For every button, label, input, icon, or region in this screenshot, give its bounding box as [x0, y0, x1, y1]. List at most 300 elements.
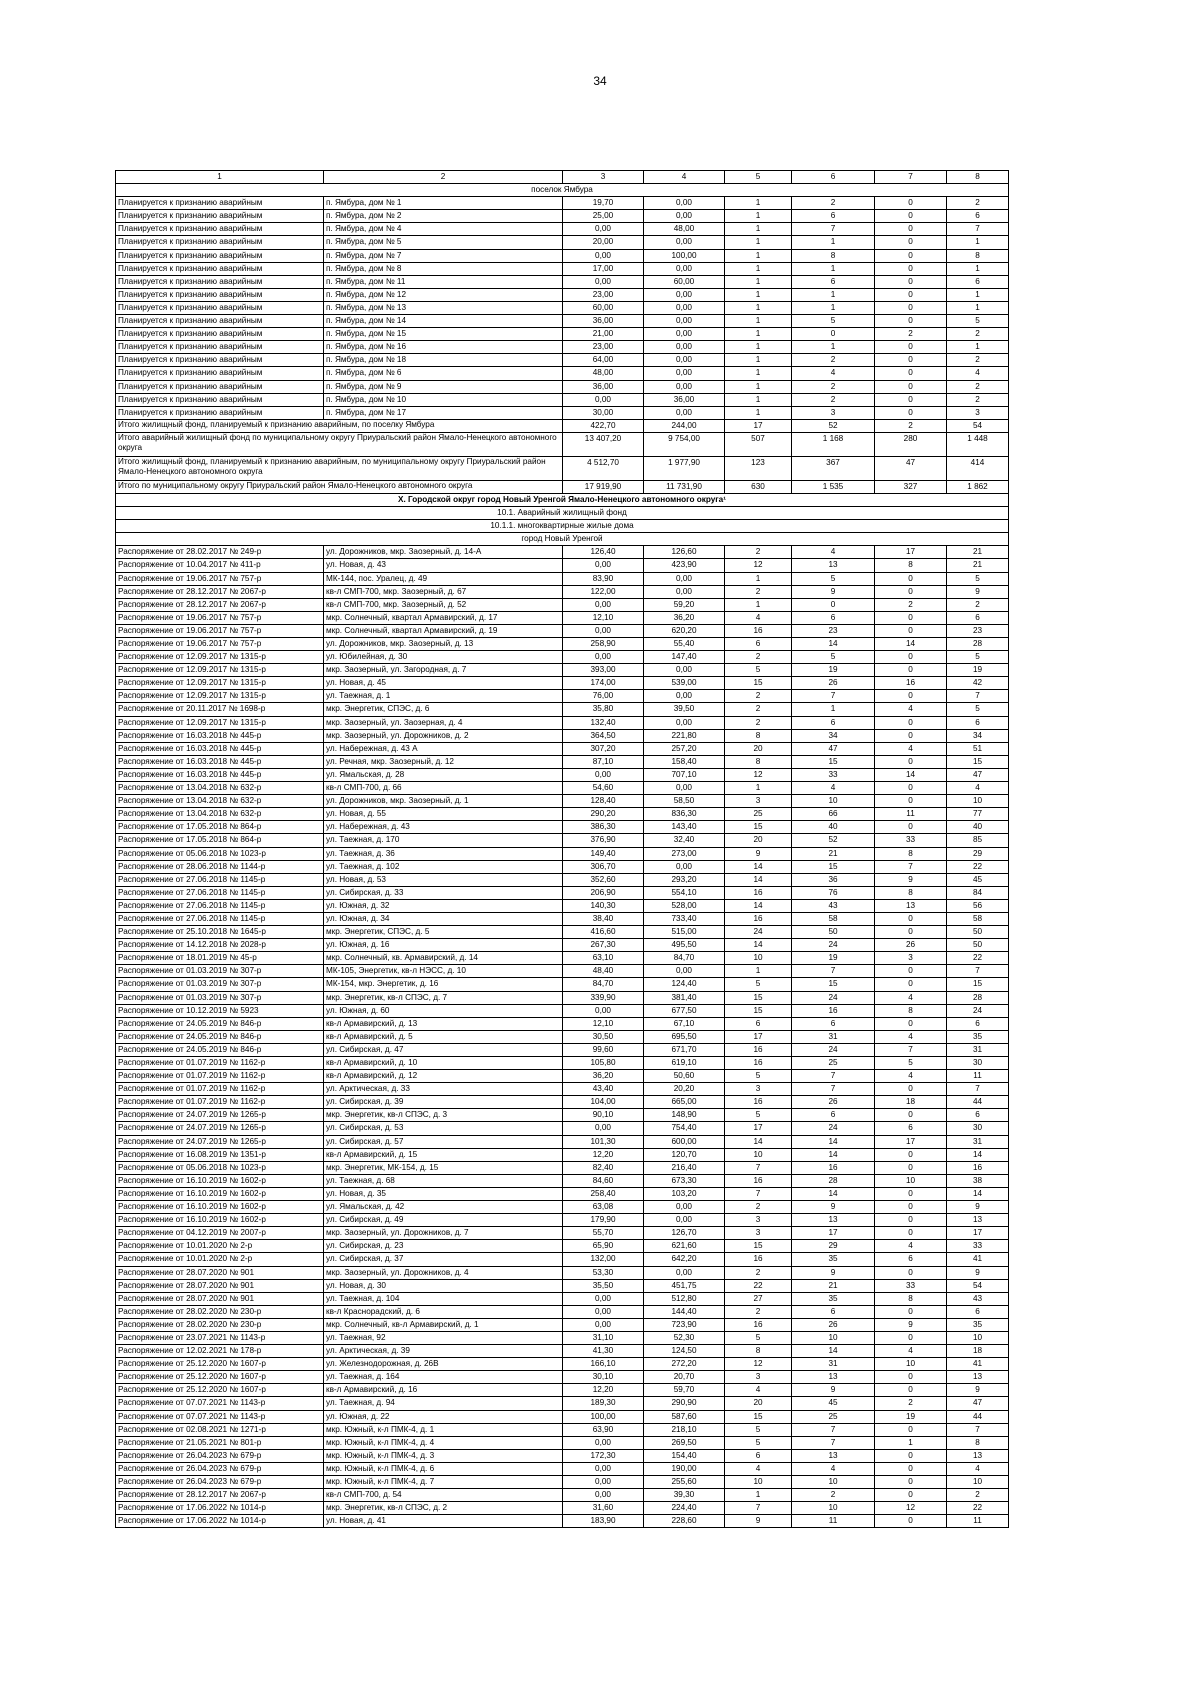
value-cell: 41 — [947, 1358, 1009, 1371]
table-row — [116, 1279, 1009, 1292]
value-cell: 140,30 — [563, 899, 644, 912]
table-body — [116, 171, 1009, 1528]
value-cell: 6 — [792, 1305, 875, 1318]
basis-cell: Планируется к признанию аварийным — [116, 315, 324, 328]
value-cell: 5 — [792, 572, 875, 585]
value-cell: 0 — [875, 223, 947, 236]
value-cell: 7 — [725, 1161, 792, 1174]
basis-cell: Планируется к признанию аварийным — [116, 223, 324, 236]
value-cell: 0,00 — [644, 354, 725, 367]
column-number-cell: 2 — [324, 171, 563, 184]
address-cell: мкр. Южный, к-л ПМК-4, д. 1 — [324, 1423, 563, 1436]
value-cell: 16 — [725, 1253, 792, 1266]
value-cell: 59,20 — [644, 598, 725, 611]
value-cell: 30,00 — [563, 406, 644, 419]
address-cell: мкр. Энергетик, СПЭС, д. 6 — [324, 703, 563, 716]
value-cell: 0 — [875, 1148, 947, 1161]
value-cell: 56 — [947, 899, 1009, 912]
basis-cell: Распоряжение от 23.07.2021 № 1143-р — [116, 1331, 324, 1344]
table-row — [116, 638, 1009, 651]
value-cell: 14 — [792, 1345, 875, 1358]
value-cell: 15 — [725, 821, 792, 834]
value-cell: 126,40 — [563, 546, 644, 559]
address-cell: ул. Новая, д. 55 — [324, 808, 563, 821]
value-cell: 733,40 — [644, 912, 725, 925]
total-value: 4 512,70 — [563, 456, 644, 480]
value-cell: 2 — [792, 354, 875, 367]
value-cell: 0 — [875, 1462, 947, 1475]
value-cell: 10 — [792, 795, 875, 808]
value-cell: 0 — [875, 1017, 947, 1030]
basis-cell: Распоряжение от 25.10.2018 № 1645-р — [116, 926, 324, 939]
value-cell: 5 — [725, 1331, 792, 1344]
value-cell: 0,00 — [644, 965, 725, 978]
column-number-cell: 8 — [947, 171, 1009, 184]
value-cell: 20,00 — [563, 236, 644, 249]
basis-cell: Распоряжение от 12.09.2017 № 1315-р — [116, 690, 324, 703]
basis-cell: Распоряжение от 14.12.2018 № 2028-р — [116, 939, 324, 952]
value-cell: 0 — [875, 821, 947, 834]
value-cell: 34 — [947, 729, 1009, 742]
value-cell: 0 — [875, 912, 947, 925]
basis-cell: Распоряжение от 13.04.2018 № 632-р — [116, 795, 324, 808]
basis-cell: Распоряжение от 16.10.2019 № 1602-р — [116, 1187, 324, 1200]
value-cell: 0 — [875, 1331, 947, 1344]
value-cell: 4 — [875, 703, 947, 716]
value-cell: 0 — [875, 572, 947, 585]
value-cell: 6 — [725, 1449, 792, 1462]
value-cell: 257,20 — [644, 742, 725, 755]
value-cell: 4 — [947, 782, 1009, 795]
value-cell: 620,20 — [644, 624, 725, 637]
address-cell: ул. Речная, мкр. Заозерный, д. 12 — [324, 755, 563, 768]
table-row — [116, 664, 1009, 677]
value-cell: 4 — [875, 1240, 947, 1253]
table-row — [116, 912, 1009, 925]
basis-cell: Распоряжение от 19.06.2017 № 757-р — [116, 638, 324, 651]
address-cell: п. Ямбура, дом № 16 — [324, 341, 563, 354]
value-cell: 33 — [875, 1279, 947, 1292]
basis-cell: Распоряжение от 27.06.2018 № 1145-р — [116, 886, 324, 899]
value-cell: 23,00 — [563, 341, 644, 354]
value-cell: 172,30 — [563, 1449, 644, 1462]
address-cell: ул. Таежная, д. 68 — [324, 1174, 563, 1187]
basis-cell: Распоряжение от 01.07.2019 № 1162-р — [116, 1096, 324, 1109]
address-cell: мкр. Заозерный, ул. Заозерная, д. 4 — [324, 716, 563, 729]
value-cell: 77 — [947, 808, 1009, 821]
total-value: 1 862 — [947, 480, 1009, 493]
value-cell: 665,00 — [644, 1096, 725, 1109]
value-cell: 0,00 — [563, 1489, 644, 1502]
value-cell: 723,90 — [644, 1318, 725, 1331]
basis-cell: Распоряжение от 05.06.2018 № 1023-р — [116, 1161, 324, 1174]
value-cell: 0,00 — [563, 559, 644, 572]
value-cell: 6 — [947, 1305, 1009, 1318]
value-cell: 224,40 — [644, 1502, 725, 1515]
value-cell: 9 — [792, 1266, 875, 1279]
value-cell: 3 — [725, 1227, 792, 1240]
value-cell: 2 — [792, 1489, 875, 1502]
value-cell: 673,30 — [644, 1174, 725, 1187]
value-cell: 6 — [792, 1017, 875, 1030]
basis-cell: Распоряжение от 10.12.2019 № 5923 — [116, 1004, 324, 1017]
value-cell: 20 — [725, 1397, 792, 1410]
address-cell: МК-144, пос. Уралец, д. 49 — [324, 572, 563, 585]
value-cell: 25 — [792, 1410, 875, 1423]
value-cell: 30,10 — [563, 1371, 644, 1384]
value-cell: 36,20 — [563, 1070, 644, 1083]
value-cell: 100,00 — [563, 1410, 644, 1423]
value-cell: 28 — [947, 991, 1009, 1004]
value-cell: 2 — [875, 1397, 947, 1410]
address-cell: ул. Железнодорожная, д. 26В — [324, 1358, 563, 1371]
value-cell: 0 — [875, 1161, 947, 1174]
total-row — [116, 480, 1009, 493]
basis-cell: Распоряжение от 25.12.2020 № 1607-р — [116, 1384, 324, 1397]
value-cell: 54 — [947, 1279, 1009, 1292]
address-cell: ул. Таежная, д. 94 — [324, 1397, 563, 1410]
value-cell: 126,70 — [644, 1227, 725, 1240]
value-cell: 12 — [725, 559, 792, 572]
value-cell: 90,10 — [563, 1109, 644, 1122]
value-cell: 6 — [947, 1109, 1009, 1122]
value-cell: 26 — [792, 1096, 875, 1109]
total-value: 17 919,90 — [563, 480, 644, 493]
basis-cell: Распоряжение от 16.10.2019 № 1602-р — [116, 1214, 324, 1227]
table-row — [116, 978, 1009, 991]
value-cell: 2 — [947, 354, 1009, 367]
basis-cell: Распоряжение от 01.07.2019 № 1162-р — [116, 1070, 324, 1083]
section-heading: город Новый Уренгой — [116, 533, 1009, 546]
table-row — [116, 677, 1009, 690]
table-row — [116, 315, 1009, 328]
value-cell: 124,40 — [644, 978, 725, 991]
table-row — [116, 991, 1009, 1004]
address-cell: п. Ямбура, дом № 11 — [324, 275, 563, 288]
value-cell: 29 — [792, 1240, 875, 1253]
table-row — [116, 1384, 1009, 1397]
value-cell: 3 — [725, 1214, 792, 1227]
value-cell: 25 — [725, 808, 792, 821]
value-cell: 515,00 — [644, 926, 725, 939]
address-cell: мкр. Энергетик, кв-л СПЭС, д. 2 — [324, 1502, 563, 1515]
value-cell: 0 — [875, 288, 947, 301]
value-cell: 0 — [875, 1305, 947, 1318]
value-cell: 12 — [875, 1502, 947, 1515]
total-value: 1 535 — [792, 480, 875, 493]
value-cell: 221,80 — [644, 729, 725, 742]
value-cell: 5 — [947, 703, 1009, 716]
basis-cell: Распоряжение от 13.04.2018 № 632-р — [116, 782, 324, 795]
value-cell: 24 — [725, 926, 792, 939]
value-cell: 0 — [875, 1515, 947, 1528]
value-cell: 2 — [725, 1266, 792, 1279]
value-cell: 3 — [792, 406, 875, 419]
value-cell: 63,10 — [563, 952, 644, 965]
table-row — [116, 703, 1009, 716]
value-cell: 836,30 — [644, 808, 725, 821]
value-cell: 36,20 — [644, 611, 725, 624]
value-cell: 18 — [875, 1096, 947, 1109]
value-cell: 67,10 — [644, 1017, 725, 1030]
basis-cell: Распоряжение от 26.04.2023 № 679-р — [116, 1462, 324, 1475]
value-cell: 0,00 — [644, 782, 725, 795]
value-cell: 35,80 — [563, 703, 644, 716]
value-cell: 11 — [947, 1515, 1009, 1528]
value-cell: 143,40 — [644, 821, 725, 834]
value-cell: 6 — [792, 275, 875, 288]
total-label: Итого аварийный жилищный фонд по муниципальному округу Приуральский район Ямало-Ненецкого автономного округа — [116, 432, 563, 456]
value-cell: 0,00 — [644, 210, 725, 223]
address-cell: п. Ямбура, дом № 15 — [324, 328, 563, 341]
table-row — [116, 1057, 1009, 1070]
basis-cell: Планируется к признанию аварийным — [116, 197, 324, 210]
value-cell: 36,00 — [563, 315, 644, 328]
value-cell: 6 — [792, 716, 875, 729]
value-cell: 0 — [875, 651, 947, 664]
value-cell: 40 — [947, 821, 1009, 834]
value-cell: 0 — [875, 249, 947, 262]
value-cell: 5 — [792, 315, 875, 328]
address-cell: ул. Сибирская, д. 33 — [324, 886, 563, 899]
value-cell: 8 — [947, 249, 1009, 262]
value-cell: 38 — [947, 1174, 1009, 1187]
value-cell: 83,90 — [563, 572, 644, 585]
value-cell: 33 — [792, 768, 875, 781]
address-cell: мкр. Южный, к-л ПМК-4, д. 3 — [324, 1449, 563, 1462]
value-cell: 0,00 — [644, 236, 725, 249]
address-cell: мкр. Заозерный, ул. Дорожников, д. 7 — [324, 1227, 563, 1240]
value-cell: 15 — [792, 755, 875, 768]
value-cell: 0,00 — [644, 328, 725, 341]
basis-cell: Распоряжение от 16.08.2019 № 1351-р — [116, 1148, 324, 1161]
value-cell: 293,20 — [644, 873, 725, 886]
address-cell: п. Ямбура, дом № 9 — [324, 380, 563, 393]
column-number-cell: 3 — [563, 171, 644, 184]
value-cell: 16 — [725, 912, 792, 925]
total-value: 507 — [725, 432, 792, 456]
total-value: 17 — [725, 419, 792, 432]
total-value: 414 — [947, 456, 1009, 480]
value-cell: 166,10 — [563, 1358, 644, 1371]
value-cell: 54,60 — [563, 782, 644, 795]
value-cell: 27 — [725, 1292, 792, 1305]
value-cell: 2 — [725, 1305, 792, 1318]
table-row — [116, 598, 1009, 611]
value-cell: 7 — [725, 1187, 792, 1200]
value-cell: 31 — [947, 1043, 1009, 1056]
value-cell: 206,90 — [563, 886, 644, 899]
total-row — [116, 432, 1009, 456]
total-row — [116, 456, 1009, 480]
value-cell: 26 — [875, 939, 947, 952]
section-heading: поселок Ямбура — [116, 184, 1009, 197]
value-cell: 1 — [725, 223, 792, 236]
value-cell: 554,10 — [644, 886, 725, 899]
value-cell: 24 — [792, 1043, 875, 1056]
value-cell: 147,40 — [644, 651, 725, 664]
value-cell: 0,00 — [644, 860, 725, 873]
value-cell: 339,90 — [563, 991, 644, 1004]
value-cell: 84,70 — [563, 978, 644, 991]
value-cell: 25,00 — [563, 210, 644, 223]
value-cell: 7 — [947, 1083, 1009, 1096]
value-cell: 0 — [875, 406, 947, 419]
value-cell: 15 — [947, 755, 1009, 768]
value-cell: 4 — [725, 1384, 792, 1397]
table-row — [116, 821, 1009, 834]
value-cell: 2 — [947, 380, 1009, 393]
address-cell: ул. Южная, д. 22 — [324, 1410, 563, 1423]
value-cell: 35 — [947, 1318, 1009, 1331]
value-cell: 1 — [725, 782, 792, 795]
section-heading: 10.1.1. многоквартирные жилые дома — [116, 520, 1009, 533]
table-row — [116, 223, 1009, 236]
address-cell: ул. Новая, д. 43 — [324, 559, 563, 572]
value-cell: 47 — [947, 1397, 1009, 1410]
value-cell: 0 — [875, 690, 947, 703]
value-cell: 7 — [947, 1423, 1009, 1436]
basis-cell: Распоряжение от 17.05.2018 № 864-р — [116, 834, 324, 847]
value-cell: 376,90 — [563, 834, 644, 847]
value-cell: 148,90 — [644, 1109, 725, 1122]
value-cell: 1 — [875, 1436, 947, 1449]
total-value: 54 — [947, 419, 1009, 432]
value-cell: 7 — [875, 1043, 947, 1056]
value-cell: 23 — [792, 624, 875, 637]
total-value: 1 168 — [792, 432, 875, 456]
value-cell: 35,50 — [563, 1279, 644, 1292]
value-cell: 22 — [947, 952, 1009, 965]
value-cell: 0,00 — [563, 393, 644, 406]
address-cell: МК-154, мкр. Энергетик, д. 16 — [324, 978, 563, 991]
basis-cell: Распоряжение от 28.06.2018 № 1144-р — [116, 860, 324, 873]
basis-cell: Распоряжение от 10.01.2020 № 2-р — [116, 1240, 324, 1253]
value-cell: 1 — [947, 341, 1009, 354]
value-cell: 0 — [875, 1384, 947, 1397]
address-cell: ул. Южная, д. 60 — [324, 1004, 563, 1017]
value-cell: 8 — [875, 847, 947, 860]
value-cell: 1 — [792, 301, 875, 314]
column-number-row — [116, 171, 1009, 184]
value-cell: 7 — [792, 1070, 875, 1083]
basis-cell: Планируется к признанию аварийным — [116, 236, 324, 249]
total-value: 52 — [792, 419, 875, 432]
value-cell: 4 — [725, 1462, 792, 1475]
value-cell: 4 — [875, 1030, 947, 1043]
value-cell: 10 — [725, 1148, 792, 1161]
table-row — [116, 1017, 1009, 1030]
value-cell: 31 — [947, 1135, 1009, 1148]
basis-cell: Распоряжение от 21.05.2021 № 801-р — [116, 1436, 324, 1449]
value-cell: 0 — [875, 1449, 947, 1462]
value-cell: 19 — [792, 664, 875, 677]
value-cell: 13 — [875, 899, 947, 912]
value-cell: 1 — [725, 328, 792, 341]
value-cell: 6 — [792, 611, 875, 624]
value-cell: 0 — [875, 1083, 947, 1096]
table-row — [116, 1070, 1009, 1083]
basis-cell: Распоряжение от 13.04.2018 № 632-р — [116, 808, 324, 821]
value-cell: 0,00 — [644, 341, 725, 354]
basis-cell: Распоряжение от 24.05.2019 № 846-р — [116, 1043, 324, 1056]
address-cell: мкр. Энергетик, кв-л СПЭС, д. 3 — [324, 1109, 563, 1122]
value-cell: 24 — [947, 1004, 1009, 1017]
value-cell: 23 — [947, 624, 1009, 637]
value-cell: 4 — [875, 1345, 947, 1358]
address-cell: ул. Арктическая, д. 33 — [324, 1083, 563, 1096]
value-cell: 20,20 — [644, 1083, 725, 1096]
table-row — [116, 1083, 1009, 1096]
table-row — [116, 611, 1009, 624]
basis-cell: Распоряжение от 05.06.2018 № 1023-р — [116, 847, 324, 860]
value-cell: 9 — [875, 1318, 947, 1331]
value-cell: 43 — [792, 899, 875, 912]
basis-cell: Планируется к признанию аварийным — [116, 249, 324, 262]
basis-cell: Распоряжение от 12.09.2017 № 1315-р — [116, 651, 324, 664]
value-cell: 0,00 — [644, 406, 725, 419]
basis-cell: Распоряжение от 16.10.2019 № 1602-р — [116, 1174, 324, 1187]
value-cell: 4 — [792, 546, 875, 559]
value-cell: 5 — [725, 1070, 792, 1083]
basis-cell: Распоряжение от 28.02.2017 № 249-р — [116, 546, 324, 559]
value-cell: 41 — [947, 1253, 1009, 1266]
table-row — [116, 1122, 1009, 1135]
value-cell: 258,40 — [563, 1187, 644, 1200]
value-cell: 14 — [792, 638, 875, 651]
value-cell: 0,00 — [563, 249, 644, 262]
value-cell: 0 — [875, 664, 947, 677]
value-cell: 1 — [725, 1489, 792, 1502]
basis-cell: Планируется к признанию аварийным — [116, 380, 324, 393]
basis-cell: Распоряжение от 28.07.2020 № 901 — [116, 1266, 324, 1279]
table-row — [116, 249, 1009, 262]
basis-cell: Распоряжение от 01.03.2019 № 307-р — [116, 965, 324, 978]
basis-cell: Планируется к признанию аварийным — [116, 262, 324, 275]
address-cell: ул. Сибирская, д. 57 — [324, 1135, 563, 1148]
table-row — [116, 1331, 1009, 1344]
address-cell: ул. Южная, д. 34 — [324, 912, 563, 925]
address-cell: кв-л Армавирский, д. 5 — [324, 1030, 563, 1043]
value-cell: 50 — [947, 939, 1009, 952]
section-heading: X. Городской округ город Новый Уренгой Ямало-Ненецкого автономного округа¹ — [116, 493, 1009, 506]
value-cell: 35 — [947, 1030, 1009, 1043]
basis-cell: Распоряжение от 18.01.2019 № 45-р — [116, 952, 324, 965]
value-cell: 40 — [792, 821, 875, 834]
value-cell: 0 — [875, 1266, 947, 1279]
value-cell: 8 — [875, 886, 947, 899]
value-cell: 104,00 — [563, 1096, 644, 1109]
basis-cell: Распоряжение от 01.03.2019 № 307-р — [116, 991, 324, 1004]
value-cell: 32,40 — [644, 834, 725, 847]
basis-cell: Распоряжение от 01.07.2019 № 1162-р — [116, 1083, 324, 1096]
value-cell: 14 — [725, 860, 792, 873]
section-heading: 10.1. Аварийный жилищный фонд — [116, 507, 1009, 520]
value-cell: 17 — [725, 1122, 792, 1135]
value-cell: 101,30 — [563, 1135, 644, 1148]
address-cell: мкр. Энергетик, СПЭС, д. 5 — [324, 926, 563, 939]
value-cell: 1 — [947, 236, 1009, 249]
value-cell: 22 — [947, 860, 1009, 873]
table-row — [116, 1214, 1009, 1227]
basis-cell: Распоряжение от 28.02.2020 № 230-р — [116, 1305, 324, 1318]
value-cell: 0 — [875, 262, 947, 275]
value-cell: 21 — [792, 847, 875, 860]
total-value: 422,70 — [563, 419, 644, 432]
value-cell: 14 — [725, 939, 792, 952]
section-heading-row — [116, 533, 1009, 546]
value-cell: 16 — [947, 1161, 1009, 1174]
